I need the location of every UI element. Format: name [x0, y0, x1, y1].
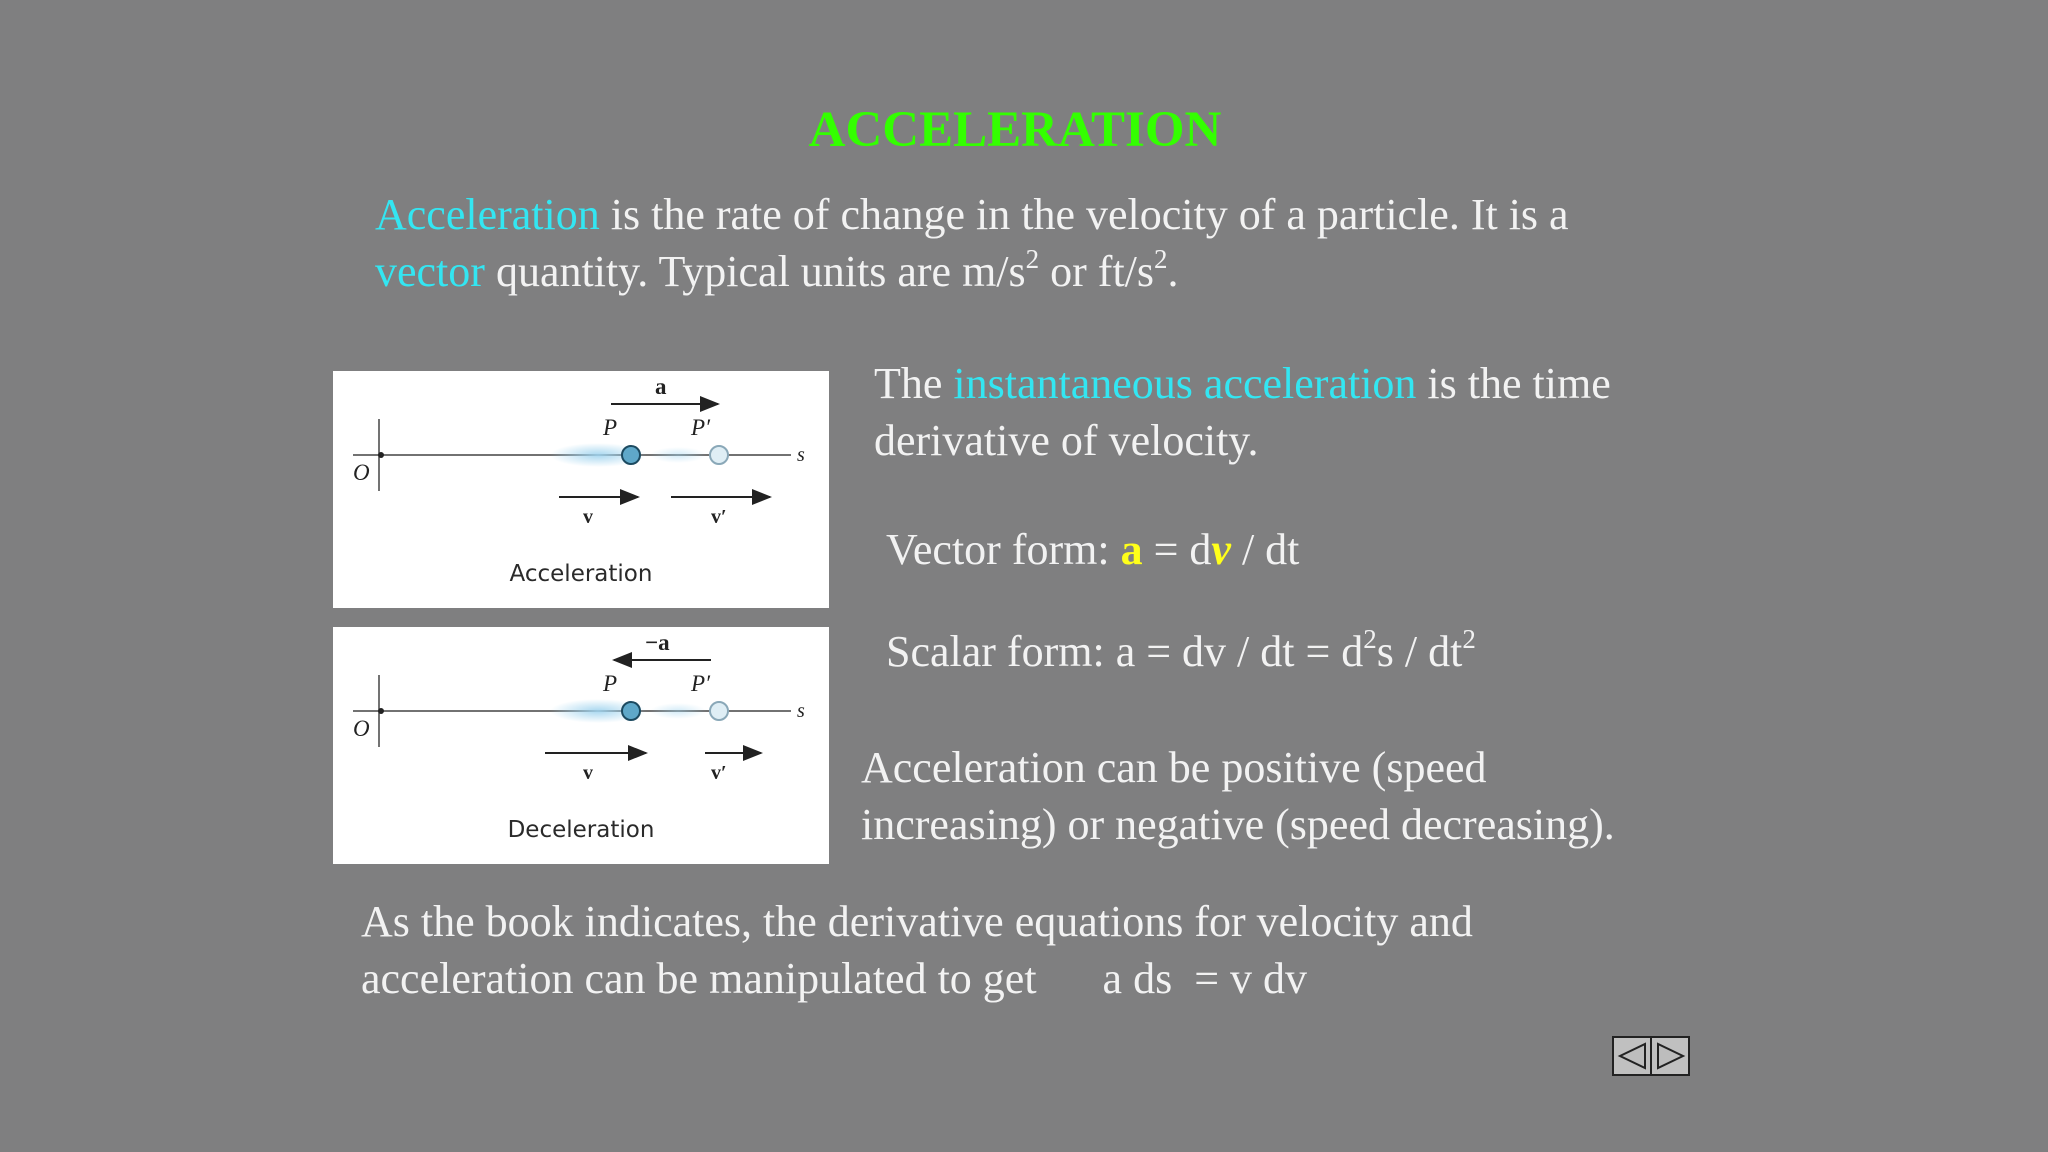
triangle-right-icon — [1655, 1041, 1686, 1071]
previous-slide-button[interactable] — [1614, 1038, 1650, 1074]
book-note-line-1: As the book indicates, the derivative equations for velocity and — [361, 897, 1473, 946]
origin-point — [378, 452, 384, 458]
p-label: P — [603, 415, 618, 440]
instantaneous-text-2: is the time — [1416, 359, 1611, 408]
instantaneous-text-1: The — [874, 359, 954, 408]
slide-navigation — [1612, 1036, 1690, 1076]
scalar-sup-1: 2 — [1363, 624, 1377, 654]
book-note-line-2: acceleration can be manipulated to get a ds = v dv — [361, 954, 1308, 1003]
vector-form-equation — [886, 521, 1299, 578]
origin-label: O — [353, 716, 370, 741]
sign-note-line-1: Acceleration can be positive (speed — [861, 743, 1487, 792]
term-instantaneous-acceleration: instantaneous acceleration — [953, 359, 1417, 408]
intro-text-4: . — [1167, 247, 1179, 296]
scalar-form-text-1: Scalar form: a = dv / dt = d — [886, 627, 1364, 676]
p-prime-label: P′ — [691, 415, 711, 440]
figure-caption: Acceleration — [509, 561, 653, 587]
sign-note-line-2: increasing) or negative (speed decreasing). — [861, 800, 1615, 849]
scalar-sup-2: 2 — [1462, 624, 1476, 654]
p-prime-label: P′ — [691, 671, 711, 696]
vector-form-mid: = d — [1142, 525, 1212, 574]
book-note — [361, 893, 1473, 1007]
v-prime-label: v′ — [711, 762, 727, 784]
next-slide-button[interactable] — [1650, 1038, 1688, 1074]
particle-prime-glow — [650, 447, 706, 463]
term-acceleration: Acceleration — [375, 190, 600, 239]
s-axis-label: s — [797, 700, 805, 722]
accel-arrow-label: a — [655, 374, 667, 399]
origin-point — [378, 708, 384, 714]
v-label: v — [583, 506, 593, 528]
deceleration-figure — [333, 627, 829, 864]
acceleration-figure — [333, 371, 829, 608]
vector-form-label: Vector form: — [886, 525, 1121, 574]
intro-sup-2: 2 — [1154, 244, 1168, 274]
particle-p-prime — [710, 446, 728, 464]
intro-text-1: is the rate of change in the velocity of a particle. It is a — [599, 190, 1569, 239]
particle-p — [622, 446, 640, 464]
slide-title: ACCELERATION — [808, 102, 1222, 158]
instantaneous-line-2: derivative of velocity. — [874, 416, 1259, 465]
term-vector: vector — [375, 247, 485, 296]
particle-prime-glow — [650, 703, 706, 719]
intro-paragraph — [375, 186, 1569, 300]
particle-p-prime — [710, 702, 728, 720]
scalar-form-text-2: s / dt — [1376, 627, 1463, 676]
vector-a: a — [1120, 525, 1143, 574]
intro-text-3: or ft/s — [1039, 247, 1155, 296]
p-label: P — [603, 671, 618, 696]
triangle-left-icon — [1617, 1041, 1648, 1071]
decel-arrow-label: −a — [645, 630, 670, 655]
sign-note — [861, 739, 1615, 853]
intro-sup-1: 2 — [1025, 244, 1040, 274]
vector-form-end: / dt — [1230, 525, 1300, 574]
scalar-form-equation — [886, 623, 1476, 680]
particle-p — [622, 702, 640, 720]
vector-v: v — [1211, 525, 1231, 574]
intro-text-2: quantity. Typical units are m/s — [484, 247, 1026, 296]
instantaneous-paragraph — [874, 355, 1611, 469]
origin-label: O — [353, 460, 370, 485]
s-axis-label: s — [797, 444, 805, 466]
v-label: v — [583, 762, 593, 784]
v-prime-label: v′ — [711, 506, 727, 528]
figure-caption: Deceleration — [507, 817, 655, 843]
